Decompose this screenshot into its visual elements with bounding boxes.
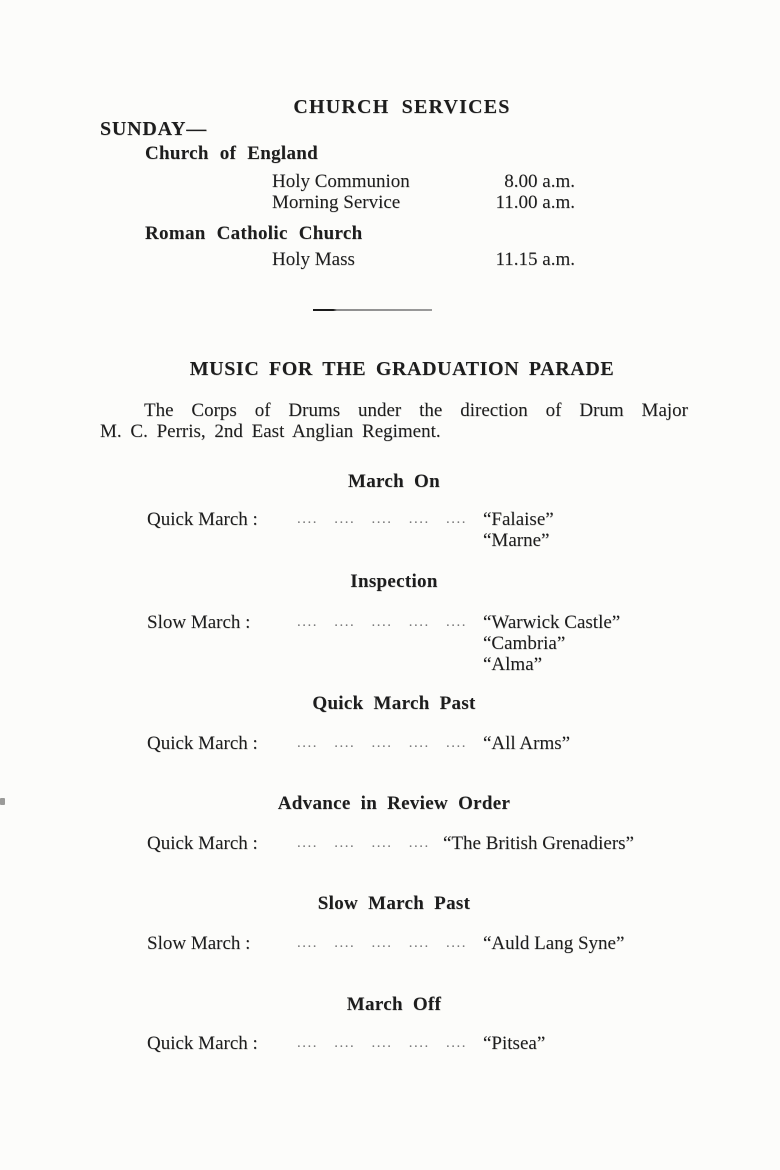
service-name: Holy Mass [272,249,355,270]
leader-dots: .... .... .... .... [297,835,430,851]
march-type-label: Quick March : [147,833,258,854]
music-section-heading: March Off [346,994,442,1015]
march-type-label: Quick March : [147,509,258,530]
music-parade-title: MUSIC FOR THE GRADUATION PARADE [189,358,615,380]
music-row [147,733,688,754]
service-time: 8.00 a.m. [504,171,575,192]
church-services-title: CHURCH SERVICES [293,96,511,118]
intro-line: M. C. Perris, 2nd East Anglian Regiment. [100,421,441,442]
service-rows [272,249,688,270]
service-row [272,249,688,270]
service-name: Morning Service [272,192,401,213]
music-section-quick-march-past [100,693,688,754]
music-row [147,1033,688,1054]
leader-dots: .... .... .... .... .... [297,935,467,951]
march-type-label: Quick March : [147,1033,258,1054]
section-divider-rule [313,309,432,311]
scan-speck [0,798,5,805]
music-section-heading: Quick March Past [312,693,476,714]
tune-titles [483,612,620,675]
music-section-heading: Advance in Review Order [277,793,511,814]
leader-dots: .... .... .... .... .... [297,614,467,630]
tune-title: “Pitsea” [483,1033,546,1054]
music-section-march-off [100,994,688,1054]
march-type-label: Quick March : [147,733,258,754]
leader-dots: .... .... .... .... .... [297,1035,467,1051]
music-section-heading: Inspection [350,571,438,592]
service-row [272,171,688,192]
tune-title: “Falaise” [483,509,554,530]
music-row [147,833,688,854]
church-group-england [100,143,688,213]
intro-line: The Corps of Drums under the direction of Drum Major [144,400,688,421]
church-group-name: Church of England [145,143,319,164]
tune-title: “All Arms” [483,733,571,754]
tune-titles [483,509,554,551]
music-section-advance-in-review-order [100,793,688,854]
tune-title: “Alma” [483,654,543,675]
service-time: 11.15 a.m. [495,249,575,270]
tune-title: “Auld Lang Syne” [483,933,625,954]
tune-titles [483,1033,545,1054]
tune-titles [443,833,634,854]
church-group-name: Roman Catholic Church [145,223,363,244]
tune-title: “Marne” [483,530,550,551]
service-rows [272,171,688,213]
day-label: SUNDAY— [100,118,208,140]
service-row [272,192,688,213]
tune-titles [483,733,570,754]
leader-dots: .... .... .... .... .... [297,511,467,527]
music-section-heading: March On [347,471,441,492]
music-section-inspection [100,571,688,675]
service-time: 11.00 a.m. [495,192,575,213]
music-section-heading: Slow March Past [317,893,471,914]
music-row [147,509,688,551]
intro-paragraph [100,400,688,442]
tune-title: “Cambria” [483,633,566,654]
music-section-march-on [100,471,688,551]
tune-title: “Warwick Castle” [483,612,621,633]
service-name: Holy Communion [272,171,410,192]
church-group-roman-catholic [100,223,688,270]
leader-dots: .... .... .... .... .... [297,735,467,751]
music-row [147,933,688,954]
march-type-label: Slow March : [147,612,251,633]
tune-title: “The British Grenadiers” [443,833,634,854]
march-type-label: Slow March : [147,933,251,954]
music-section-slow-march-past [100,893,688,954]
tune-titles [483,933,624,954]
music-row [147,612,688,675]
